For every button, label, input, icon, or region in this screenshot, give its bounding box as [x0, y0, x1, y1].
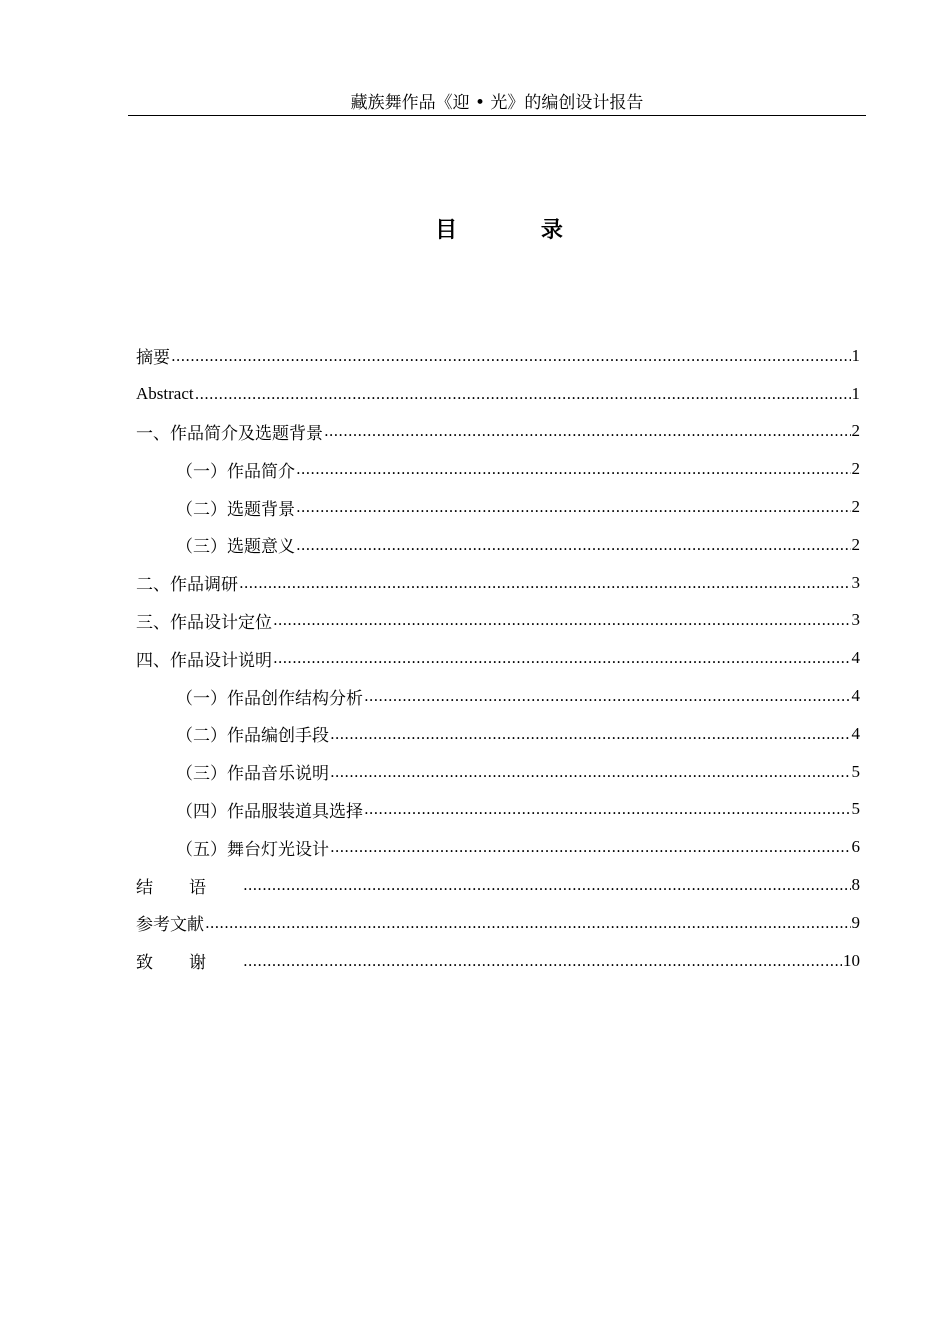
toc-entry-label: 结语	[136, 877, 242, 898]
toc-entry-abstract-cn[interactable]	[136, 337, 860, 375]
toc-entry-section-2[interactable]	[136, 564, 860, 602]
toc-entry-acknowledgements[interactable]	[136, 942, 860, 980]
toc-entry-page: 2	[851, 534, 860, 554]
toc-entry-page: 4	[851, 686, 860, 706]
toc-entry-page: 5	[851, 799, 860, 819]
toc-entry-page: 2	[851, 459, 860, 479]
header-rule	[128, 115, 866, 116]
toc-entry-section-3[interactable]	[136, 602, 860, 640]
toc-entry-page: 4	[851, 648, 860, 668]
dot-leader	[364, 799, 851, 819]
dot-leader	[273, 610, 851, 630]
dot-leader	[330, 837, 851, 857]
toc-entry-page: 6	[851, 837, 860, 857]
toc-entry-section-4-3[interactable]	[136, 753, 860, 791]
toc-entry-label: 三、作品设计定位	[136, 612, 272, 633]
toc-entry-label: （一）作品简介	[176, 461, 295, 482]
toc-entry-label: 二、作品调研	[136, 575, 238, 596]
toc-entry-references[interactable]	[136, 904, 860, 942]
dot-leader	[324, 421, 851, 441]
toc-entry-section-4-2[interactable]	[136, 715, 860, 753]
toc-entry-section-4-4[interactable]	[136, 791, 860, 829]
toc-entry-page: 3	[851, 572, 860, 592]
toc-entry-label: （三）选题意义	[176, 537, 295, 558]
toc-entry-page: 8	[851, 875, 860, 895]
dot-leader	[330, 762, 851, 782]
toc-entry-conclusion[interactable]	[136, 866, 860, 904]
toc-entry-page: 9	[851, 912, 860, 932]
toc-entry-label: （四）作品服装道具选择	[176, 801, 363, 822]
toc-entry-label: （二）作品编创手段	[176, 726, 329, 747]
running-header: 藏族舞作品《迎 • 光》的编创设计报告	[350, 93, 644, 113]
toc-entry-section-1-3[interactable]	[136, 526, 860, 564]
toc-heading: 目 录	[435, 217, 601, 243]
toc-entry-section-4-5[interactable]	[136, 828, 860, 866]
dot-leader	[243, 875, 851, 895]
toc-entry-page: 1	[851, 383, 860, 403]
toc-entry-page: 3	[851, 610, 860, 630]
toc-entry-page: 5	[851, 761, 860, 781]
dot-leader	[330, 724, 851, 744]
toc-entry-label: Abstract	[136, 383, 194, 403]
dot-leader	[195, 384, 851, 404]
toc-entry-label: （二）选题背景	[176, 499, 295, 520]
toc-entry-page: 10	[843, 950, 860, 970]
toc-entry-label: 摘要	[136, 348, 170, 369]
toc-entry-label: 致谢	[136, 953, 242, 974]
toc-entry-label: 一、作品简介及选题背景	[136, 423, 323, 444]
toc-entry-page: 4	[851, 723, 860, 743]
toc-entry-label: （一）作品创作结构分析	[176, 688, 363, 709]
dot-leader	[296, 497, 851, 517]
toc-entry-label: 参考文献	[136, 915, 204, 936]
dot-leader	[273, 648, 851, 668]
toc-entry-label: 四、作品设计说明	[136, 650, 272, 671]
toc-entry-abstract-en[interactable]	[136, 375, 860, 413]
toc-entry-page: 2	[851, 497, 860, 517]
toc-entry-section-1-1[interactable]	[136, 450, 860, 488]
toc-entry-section-1-2[interactable]	[136, 488, 860, 526]
dot-leader	[296, 535, 851, 555]
dot-leader	[243, 951, 842, 971]
dot-leader	[171, 346, 851, 366]
toc-entry-section-1[interactable]	[136, 413, 860, 451]
toc-entry-section-4[interactable]	[136, 639, 860, 677]
toc-entry-page: 1	[851, 345, 860, 365]
toc-entry-label: （三）作品音乐说明	[176, 764, 329, 785]
dot-leader	[364, 686, 851, 706]
dot-leader	[205, 913, 851, 933]
toc-entry-section-4-1[interactable]	[136, 677, 860, 715]
toc-entry-label: （五）舞台灯光设计	[176, 839, 329, 860]
table-of-contents	[136, 337, 860, 980]
dot-leader	[296, 459, 851, 479]
toc-entry-page: 2	[851, 421, 860, 441]
dot-leader	[239, 573, 851, 593]
